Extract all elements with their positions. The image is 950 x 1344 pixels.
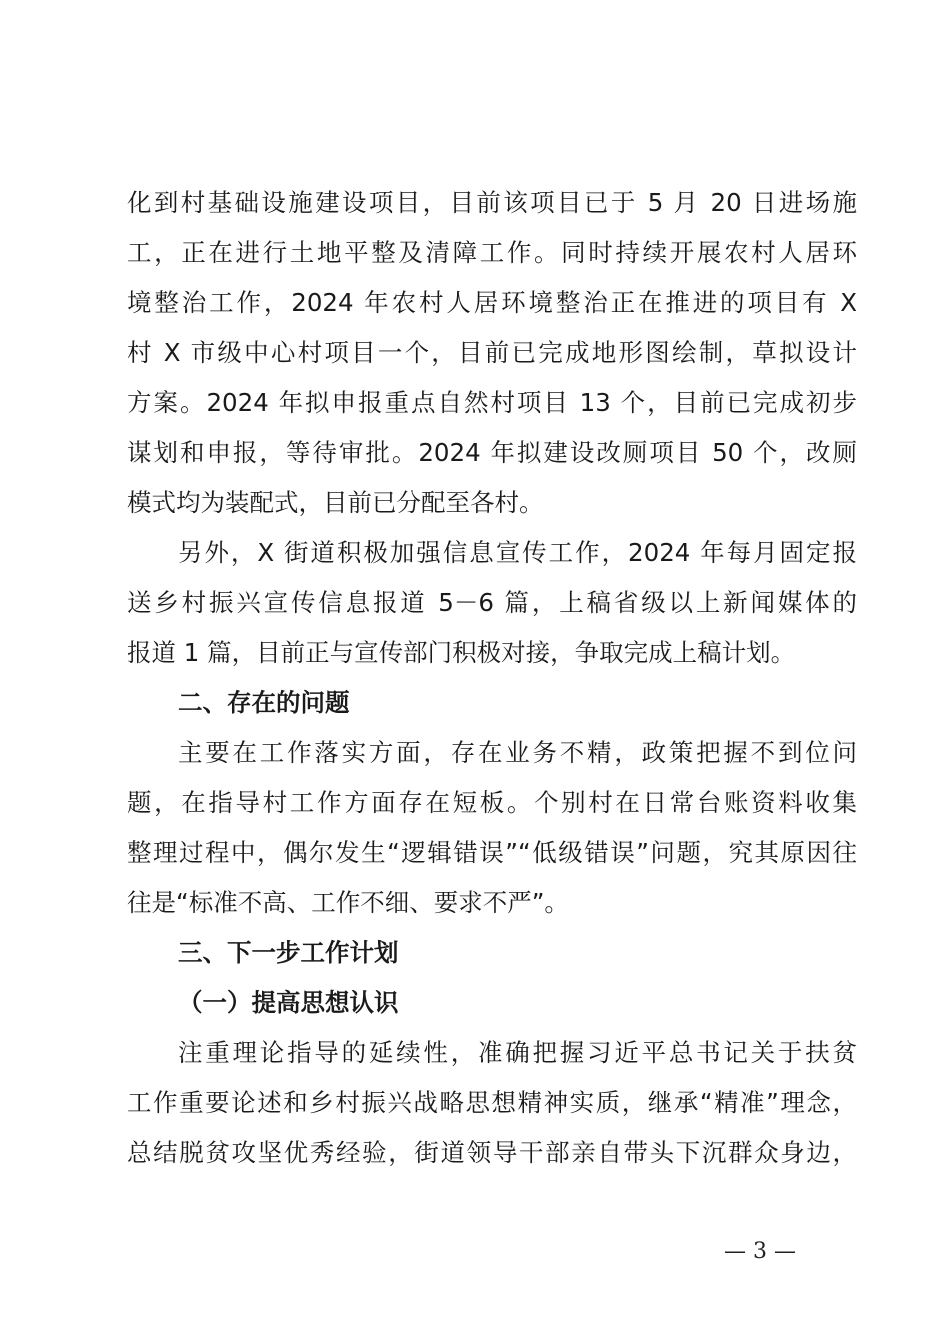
page-number: — 3 — [724, 1239, 796, 1264]
body-text-line: 模式均为装配式，目前已分配至各村。 [127, 488, 544, 517]
body-text-line: 总结脱贫攻坚优秀经验，街道领导干部亲自带头下沉群众身边， [127, 1138, 857, 1167]
subsection-heading: （一）提高思想认识 [178, 988, 399, 1017]
body-text-line: 谋划和申报，等待审批。2024 年拟建设改厕项目 50 个，改厕 [127, 438, 857, 467]
paragraph-first-line: 主要在工作落实方面，存在业务不精，政策把握不到位问 [178, 738, 857, 767]
section-heading: 三、下一步工作计划 [178, 938, 399, 967]
paragraph-first-line: 注重理论指导的延续性，准确把握习近平总书记关于扶贫 [178, 1038, 857, 1067]
body-text-line: 工作重要论述和乡村振兴战略思想精神实质，继承“精准”理念， [127, 1088, 857, 1117]
body-text-line: 报道 1 篇，目前正与宣传部门积极对接，争取完成上稿计划。 [127, 638, 796, 667]
body-text-line: 村 X 市级中心村项目一个，目前已完成地形图绘制，草拟设计 [127, 338, 857, 367]
body-text-line: 工，正在进行土地平整及清障工作。同时持续开展农村人居环 [127, 238, 857, 267]
body-text-line: 题，在指导村工作方面存在短板。个别村在日常台账资料收集 [127, 788, 857, 817]
body-text-line: 送乡村振兴宣传信息报道 5－6 篇，上稿省级以上新闻媒体的 [127, 588, 857, 617]
body-text-line: 往是“标准不高、工作不细、要求不严”。 [127, 888, 569, 917]
body-text-line: 整理过程中，偶尔发生“逻辑错误”“低级错误”问题，究其原因往 [127, 838, 857, 867]
section-heading: 二、存在的问题 [178, 688, 350, 717]
body-text-line: 境整治工作，2024 年农村人居环境整治正在推进的项目有 X [127, 288, 857, 317]
body-text-line: 化到村基础设施建设项目，目前该项目已于 5 月 20 日进场施 [127, 188, 857, 217]
paragraph-first-line: 另外，X 街道积极加强信息宣传工作，2024 年每月固定报 [178, 538, 857, 567]
body-text-line: 方案。2024 年拟申报重点自然村项目 13 个，目前已完成初步 [127, 388, 857, 417]
